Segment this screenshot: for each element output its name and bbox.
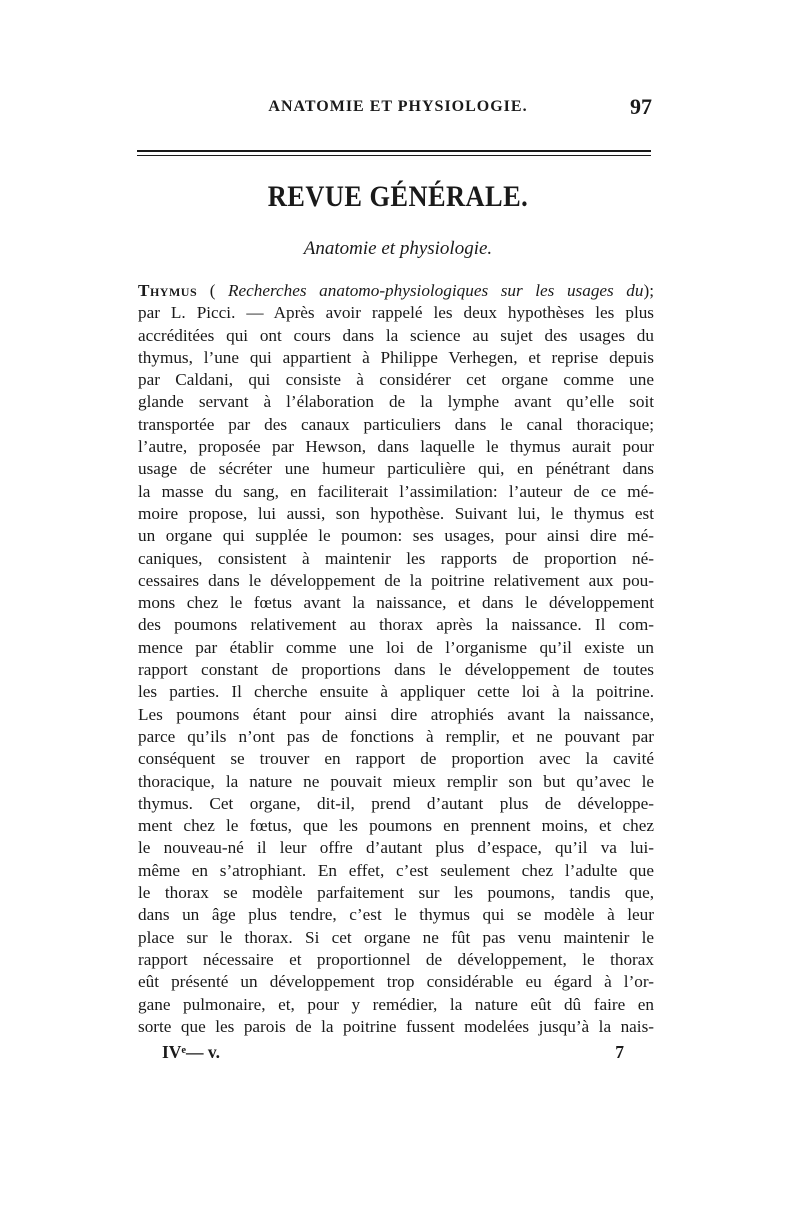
signature-mark: IVᵉ— v. [162,1042,221,1062]
text-line: le thorax se modèle parfaitement sur les poumons, tandis que, [138,883,654,903]
running-title: ANATOMIE ET PHYSIOLOGIE. [268,98,528,115]
text-line: moire propose, lui aussi, son hypothèse. Suivant lui, le thymus est [138,503,654,523]
text-line: même en s’atrophiant. En effet, c’est seulement chez l’adulte que [138,860,654,880]
text-line: dans un âge plus tendre, c’est le thymus qui se modèle à leur [138,905,654,925]
text-line: des poumons relativement au thorax après la naissance. Il com- [138,615,654,635]
text-line: conséquent se trouver en rapport de proportion avec la cavité [138,749,654,769]
text-line: mons chez le fœtus avant la naissance, et dans le développement [138,593,654,613]
article-body [138,280,654,1038]
article-work-title: Recherches anatomo-physiologiques sur les usages du [228,281,644,300]
section-title: REVUE GÉNÉRALE. [267,180,529,213]
text-line: thymus. Cet organe, dit-il, prend d’autant plus de développe- [138,793,654,813]
text-line: parce qu’ils n’ont pas de fonctions à remplir, et ne pouvant par [138,726,654,746]
text-line: un organe qui supplée le poumon: ses usages, pour ainsi dire mé- [138,526,654,546]
text-line: accréditées qui ont cours dans la science au sujet des usages du [138,325,654,345]
text-line: eût présenté un développement trop considérable eu égard à l’or- [138,972,654,992]
text-line: thoracique, la nature ne pouvait mieux remplir son but qu’avec le [138,771,654,791]
article-paren-open: ( [197,281,229,300]
running-head [140,94,656,124]
text-line: cessaires dans le développement de la poitrine relativement aux pou- [138,570,654,590]
text-line: transportée par des canaux particuliers dans le canal thoracique; [138,414,654,434]
text-line: usage de sécréter une humeur particulière qui, en pénétrant dans [138,459,654,479]
text-line: Les poumons étant pour ainsi dire atrophiés avant la naissance, [138,704,654,724]
article-topic: Thymus [138,281,198,300]
header-double-rule [137,150,651,156]
text-line: mence par établir comme une loi de l’organisme qu’il existe un [138,637,654,657]
text-line: l’autre, proposée par Hewson, dans laquelle le thymus aurait pour [138,437,654,457]
text-line: thymus, l’une qui appartient à Philippe Verhegen, et reprise depuis [138,347,654,367]
text-line: ment chez le fœtus, que les poumons en prennent moins, et chez [138,816,654,836]
sheet-number: 7 [615,1042,624,1062]
text-line: place sur le thorax. Si cet organe ne fût pas venu maintenir le [138,927,654,947]
text-line: rapport nécessaire et proportionnel de développement, le thorax [138,949,654,969]
text-line: glande servant à l’élaboration de la lymphe avant qu’elle soit [138,392,654,412]
text-line: rapport constant de proportions dans le développement de toutes [138,660,654,680]
article-first-line [138,280,654,302]
rule-thin [137,155,651,156]
text-line: sorte que les parois de la poitrine fussent modelées jusqu’à la nais- [138,1016,654,1036]
text-line: les parties. Il cherche ensuite à appliquer cette loi à la poitrine. [138,682,654,702]
section-subtitle: Anatomie et physiologie. [303,238,493,259]
page-footer [140,1042,656,1068]
page-number: 97 [630,94,652,119]
text-line: gane pulmonaire, et, pour y remédier, la nature eût dû faire en [138,994,654,1014]
text-line: par L. Picci. — Après avoir rappelé les deux hypothèses les plus [138,303,654,323]
article-paren-close: ); [643,281,654,300]
text-line: caniques, consistent à maintenir les rapports de proportion né- [138,548,654,568]
text-line: le nouveau-né il leur offre d’autant plus d’espace, qu’il va lui- [138,838,654,858]
rule-thick [137,150,651,152]
text-line: par Caldani, qui consiste à considérer cet organe comme une [138,370,654,390]
text-line: la masse du sang, en faciliterait l’assimilation: l’auteur de ce mé- [138,481,654,501]
